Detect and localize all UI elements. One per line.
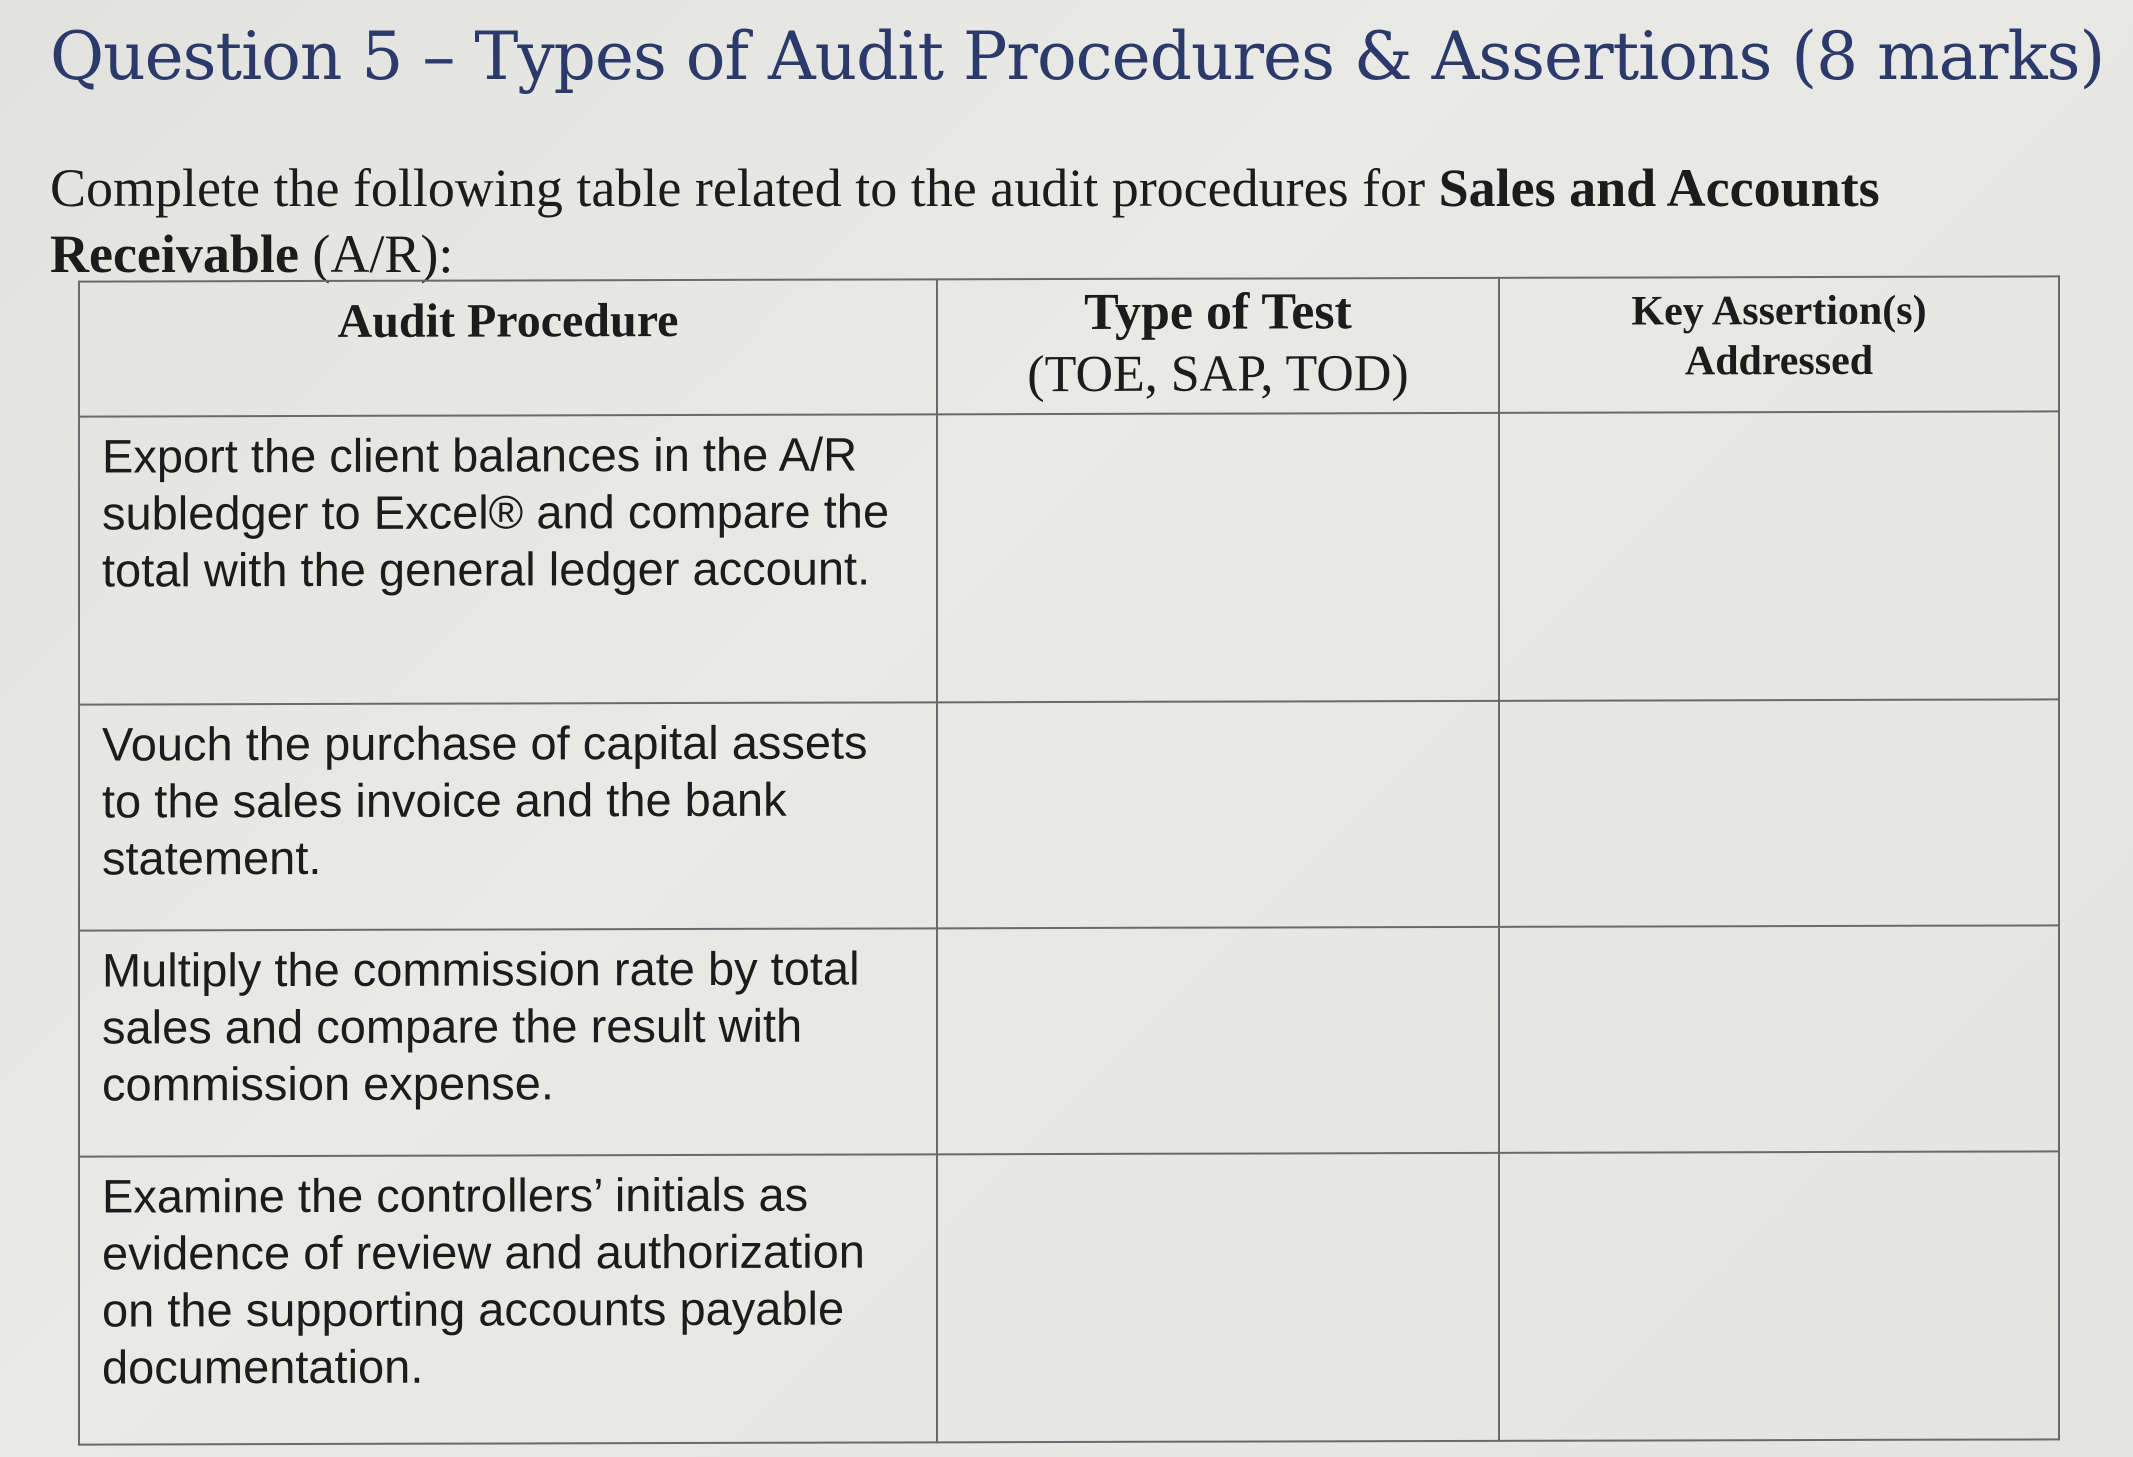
type-of-test-cell[interactable] bbox=[937, 701, 1499, 928]
type-of-test-cell[interactable] bbox=[937, 1153, 1499, 1442]
audit-procedures-table bbox=[78, 275, 2060, 1445]
type-of-test-cell[interactable] bbox=[937, 927, 1499, 1154]
type-of-test-cell[interactable] bbox=[937, 413, 1499, 702]
procedure-cell: Examine the controllers’ initials as evidence of review and authorization on the supporting accounts payable documentation. bbox=[79, 1154, 937, 1444]
intro-suffix: (A/R): bbox=[298, 224, 454, 284]
header-type-of-test-options: (TOE, SAP, TOD) bbox=[1027, 345, 1409, 404]
header-type-of-test bbox=[937, 278, 1499, 414]
table-row bbox=[79, 925, 2059, 1156]
key-assertions-cell[interactable] bbox=[1499, 411, 2059, 700]
procedure-cell: Export the client balances in the A/R subledger to Excel® and compare the total with the general ledger account. bbox=[79, 414, 937, 704]
intro-text: Complete the following table related to the audit procedures for bbox=[50, 158, 1439, 218]
table-row bbox=[79, 411, 2059, 704]
header-type-of-test-label: Type of Test bbox=[1084, 283, 1352, 341]
procedure-cell: Vouch the purchase of capital assets to the sales invoice and the bank statement. bbox=[79, 702, 937, 930]
header-key-assertions-line1: Key Assertion(s) bbox=[1631, 287, 1927, 335]
question-instructions bbox=[50, 155, 2130, 287]
table-row bbox=[79, 1151, 2059, 1444]
procedure-cell: Multiply the commission rate by total sales and compare the result with commission expense. bbox=[79, 928, 937, 1156]
header-audit-procedure: Audit Procedure bbox=[79, 279, 937, 416]
header-key-assertions bbox=[1499, 276, 2059, 412]
table-row bbox=[79, 699, 2059, 930]
header-key-assertions-line2: Addressed bbox=[1684, 337, 1874, 385]
key-assertions-cell[interactable] bbox=[1499, 1151, 2059, 1440]
table-header-row bbox=[79, 276, 2059, 416]
key-assertions-cell[interactable] bbox=[1499, 699, 2059, 926]
intro-bold-subject: Sales and Accounts Receivable bbox=[50, 158, 1880, 284]
question-title: Question 5 – Types of Audit Procedures & Assertions (8 marks) bbox=[50, 18, 2105, 95]
key-assertions-cell[interactable] bbox=[1499, 925, 2059, 1152]
